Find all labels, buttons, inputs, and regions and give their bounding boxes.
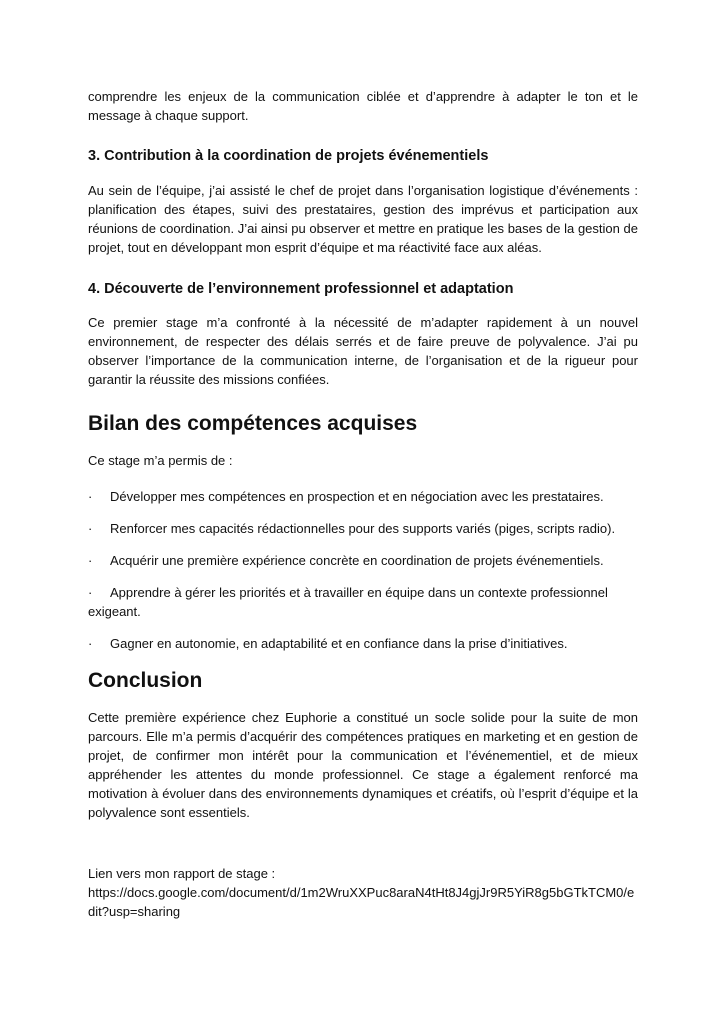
list-item — [88, 519, 638, 538]
conclusion-heading: Conclusion — [88, 669, 203, 692]
bullet-icon: · — [88, 636, 93, 651]
list-item-text: Acquérir une première expérience concrète en coordination de projets événementiels. — [110, 553, 604, 568]
bullet-icon: · — [88, 489, 93, 504]
section-4-heading: 4. Découverte de l’environnement professionnel et adaptation — [88, 281, 514, 297]
list-item — [88, 634, 638, 653]
list-item-text: Apprendre à gérer les priorités et à travailler en équipe dans un contexte professionnel exigeant. — [88, 585, 608, 619]
list-item-text: Renforcer mes capacités rédactionnelles pour des supports variés (piges, scripts radio). — [110, 521, 616, 536]
report-link-label: Lien vers mon rapport de stage : — [88, 866, 276, 881]
bilan-lead: Ce stage m’a permis de : — [88, 453, 233, 468]
list-item — [88, 583, 638, 621]
bilan-heading: Bilan des compétences acquises — [88, 412, 418, 435]
section-4-paragraph: Ce premier stage m’a confronté à la nécessité de m’adapter rapidement à un nouvel environnement, de respecter des délais serrés et de faire preuve de polyvalence. J’ai pu observer l’importance de la communication interne, de l’organisation et de la rigueur pour garantir la réussite des missions confiées. — [88, 315, 638, 387]
page-content — [88, 87, 638, 921]
section-3-heading: 3. Contribution à la coordination de projets événementiels — [88, 148, 489, 164]
section-3-paragraph: Au sein de l’équipe, j’ai assisté le chef de projet dans l’organisation logistique d’événements : planification des étapes, suivi des prestataires, gestion des imprévus et participation aux réunions de coordination. J’ai ainsi pu observer et mettre en pratique les bases de la gestion de projet, tout en développant mon esprit d’équipe et ma réactivité face aux aléas. — [88, 183, 638, 255]
intro-continuation-paragraph: comprendre les enjeux de la communication ciblée et d’apprendre à adapter le ton et le message à chaque support. — [88, 89, 638, 123]
bilan-list — [88, 487, 638, 653]
report-link-url[interactable]: https://docs.google.com/document/d/1m2WruXXPuc8araN4tHt8J4gjJr9R5YiR8g5bGTkTCM0/edit?usp=sharing — [88, 885, 635, 919]
bullet-icon: · — [88, 553, 93, 568]
list-item — [88, 551, 638, 570]
bullet-icon: · — [88, 521, 93, 536]
list-item-text: Développer mes compétences en prospection et en négociation avec les prestataires. — [110, 489, 604, 504]
bullet-icon: · — [88, 585, 93, 600]
list-item — [88, 487, 638, 506]
list-item-text: Gagner en autonomie, en adaptabilité et en confiance dans la prise d’initiatives. — [110, 636, 568, 651]
conclusion-paragraph: Cette première expérience chez Euphorie a constitué un socle solide pour la suite de mon parcours. Elle m’a permis d’acquérir des compétences pratiques en marketing et en gestion de projet, de confirmer mon intérêt pour la communication et l’événementiel, et de mieux appréhender les attentes du monde professionnel. Ce stage a également renforcé ma motivation à évoluer dans des environnements dynamiques et créatifs, où l’esprit d’équipe et la polyvalence sont essentiels. — [88, 710, 638, 820]
